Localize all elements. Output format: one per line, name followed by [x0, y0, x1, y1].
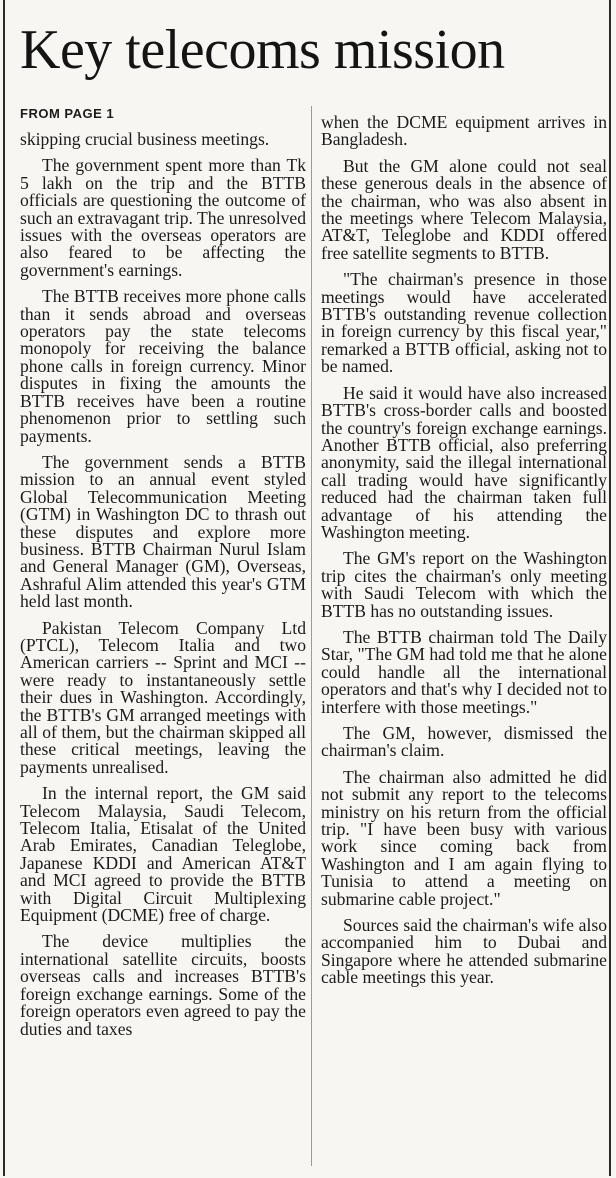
- paragraph: Pakistan Telecom Company Ltd (PTCL), Telecom Italia and two American carriers -- Sprint and MCI -- were ready to instantaneously settle their dues in Washington. Accordingly, the BTTB's GM arranged meetings with all of them, but the chairman skipped all these critical meetings, leaving the payments unrealised.: [20, 617, 306, 777]
- paragraph: In the internal report, the GM said Telecom Malaysia, Saudi Telecom, Telecom Italia, Etisalat of the United Arab Emirates, Canadian Teleglobe, Japanese KDDI and American AT&T and MCI agreed to provide the BTTB with Digital Circuit Multiplexing Equipment (DCME) free of charge.: [20, 783, 306, 926]
- paragraph: Sources said the chairman's wife also accompanied him to Dubai and Singapore where he attended submarine cable meetings this year.: [321, 915, 607, 988]
- paragraph: The chairman also admitted he did not submit any report to the telecoms ministry on his return from the official trip. "I have been busy with various work since coming back from Washington and I am again flying to Tunisia to attend a meeting on submarine cable project.": [321, 766, 607, 909]
- column-1: [20, 106, 306, 1170]
- paragraph: "The chairman's presence in those meetings would have accelerated BTTB's outstanding revenue collection in foreign currency by this fiscal year," remarked a BTTB official, asking not to be named.: [321, 269, 607, 377]
- headline: Key telecoms mission: [20, 19, 505, 81]
- paragraph: The BTTB receives more phone calls than it sends abroad and overseas operators pay the state telecoms monopoly for receiving the balance phone calls in foreign currency. Minor disputes in fixing the amounts the BTTB receives have been a routine phenomenon prior to settling such payments.: [20, 286, 306, 446]
- column-2: [321, 114, 607, 1178]
- paragraph: skipping crucial business meetings.: [20, 129, 270, 149]
- paragraph: The government sends a BTTB mission to an annual event styled Global Telecommunication Meeting (GTM) in Washington DC to thrash out these disputes and explore more business. BTTB Chairman Nurul Islam and General Manager (GM), Overseas, Ashraful Alim attended this year's GTM held last month.: [20, 451, 306, 612]
- paragraph: But the GM alone could not seal these generous deals in the absence of the chairman, who was also absent in the meetings where Telecom Malaysia, AT&T, Teleglobe and KDDI offered free satellite segments to BTTB.: [321, 155, 607, 263]
- paragraph: The GM's report on the Washington trip cites the chairman's only meeting with Saudi Telecom with which the BTTB has no outstanding issues.: [321, 548, 607, 621]
- paragraph: The BTTB chairman told The Daily Star, "The GM had told me that he alone could handle all the international operators and that's why I decided not to interfere with those meetings.": [321, 626, 607, 717]
- paragraph: The device multiplies the international satellite circuits, boosts overseas calls and increases BTTB's foreign exchange earnings. Some of the foreign operators even agreed to pay the duties and taxes: [20, 931, 306, 1039]
- right-border-rule: [609, 0, 611, 1176]
- paragraph: when the DCME equipment arrives in Bangladesh.: [321, 114, 607, 150]
- paragraph: He said it would have also increased BTTB's cross-border calls and boosted the country's foreign exchange earnings. Another BTTB official, also preferring anonymity, said the illegal international call trading would have significantly reduced had the chairman taken full advantage of his attending the Washington meeting.: [321, 382, 607, 542]
- paragraph: The government spent more than Tk 5 lakh on the trip and the BTTB officials are questioning the outcome of such an extravagant trip. The unresolved issues with the overseas operators are also feared to be affecting the government's earnings.: [20, 155, 306, 280]
- left-border-rule: [3, 0, 5, 1176]
- paragraph: The GM, however, dismissed the chairman's claim.: [321, 723, 607, 761]
- kicker: FROM PAGE 1: [20, 106, 115, 121]
- column-divider: [311, 106, 312, 1166]
